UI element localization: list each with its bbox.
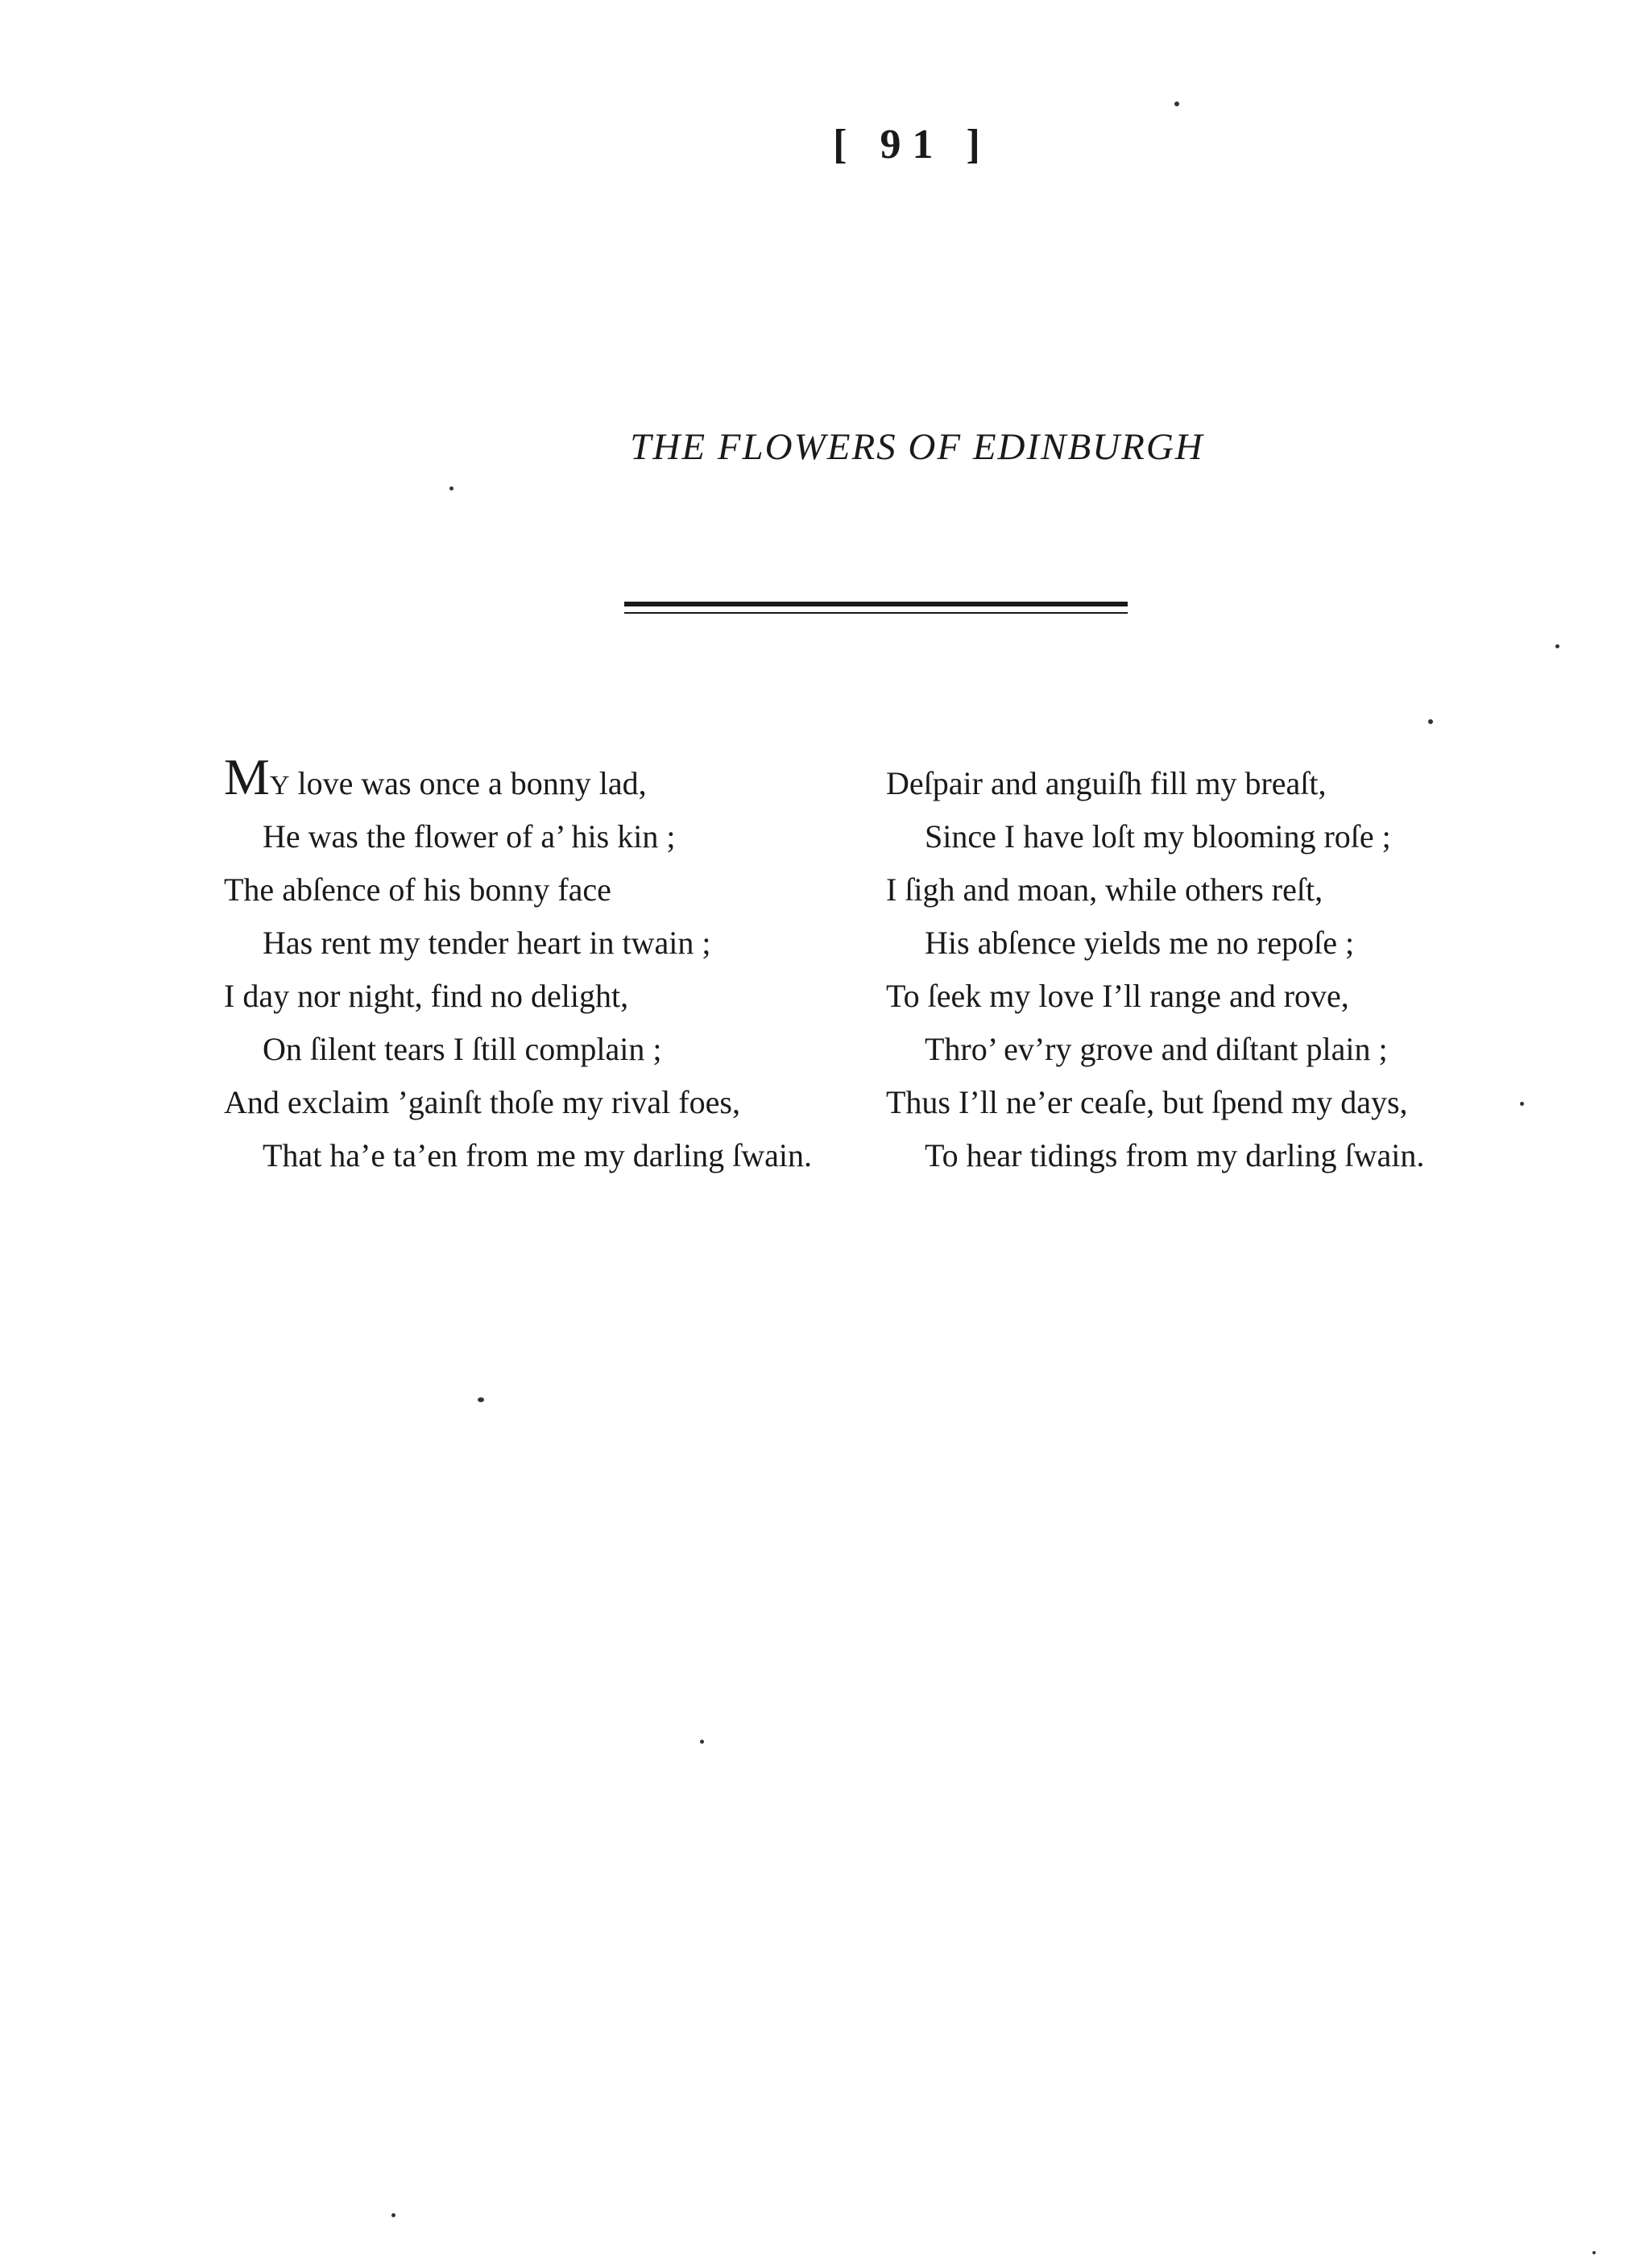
first-line-text: love was once a bonny lad, [297,765,647,801]
verse-line: And exclaim ’gainſt thoſe my rival foes, [224,1084,740,1120]
verse-line: I day nor night, find no delight, [224,978,629,1014]
paper-speck [1555,644,1559,648]
verse-line [224,748,812,810]
paper-speck [391,2213,395,2217]
drop-cap: M [224,748,270,805]
verse-line: I ſigh and moan, while others reſt, [886,871,1323,908]
verse-line: Has rent my tender heart in twain ; [263,925,711,961]
title-rule [624,602,1128,614]
verse-line: Deſpair and anguiſh fill my breaſt, [886,765,1327,801]
paper-speck [1428,719,1433,724]
paper-speck [478,1397,484,1402]
stanza-left [224,748,812,1182]
verse-line: To ſeek my love I’ll range and rove, [886,978,1349,1014]
paper-speck [700,1740,704,1744]
paper-speck [449,486,453,490]
verse-line: On ſilent tears I ſtill complain ; [263,1031,662,1067]
rule-thick-line [624,602,1128,606]
verse-line: The abſence of his bonny face [224,871,611,908]
verse-line: Thro’ ev’ry grove and diſtant plain ; [925,1031,1388,1067]
drop-cap-rest: Y [269,771,290,801]
verse-line: To hear tidings from my darling ſwain. [925,1137,1425,1173]
paper-speck [1520,1102,1524,1106]
verse-line: That ha’e ta’en from me my darling ſwain. [263,1137,812,1173]
page-number: [ 91 ] [833,122,992,168]
verse-line: Thus I’ll ne’er ceaſe, but ſpend my days, [886,1084,1408,1120]
poem-title: THE FLOWERS OF EDINBURGH [630,426,1204,468]
verse-line: Since I have loſt my blooming roſe ; [925,818,1391,855]
verse-line: He was the flower of a’ his kin ; [263,818,676,855]
paper-speck [1592,2251,1596,2254]
paper-speck [1174,101,1179,106]
verse-line: His abſence yields me no repoſe ; [925,925,1355,961]
stanza-right [886,757,1424,1182]
rule-thin-line [624,612,1128,614]
